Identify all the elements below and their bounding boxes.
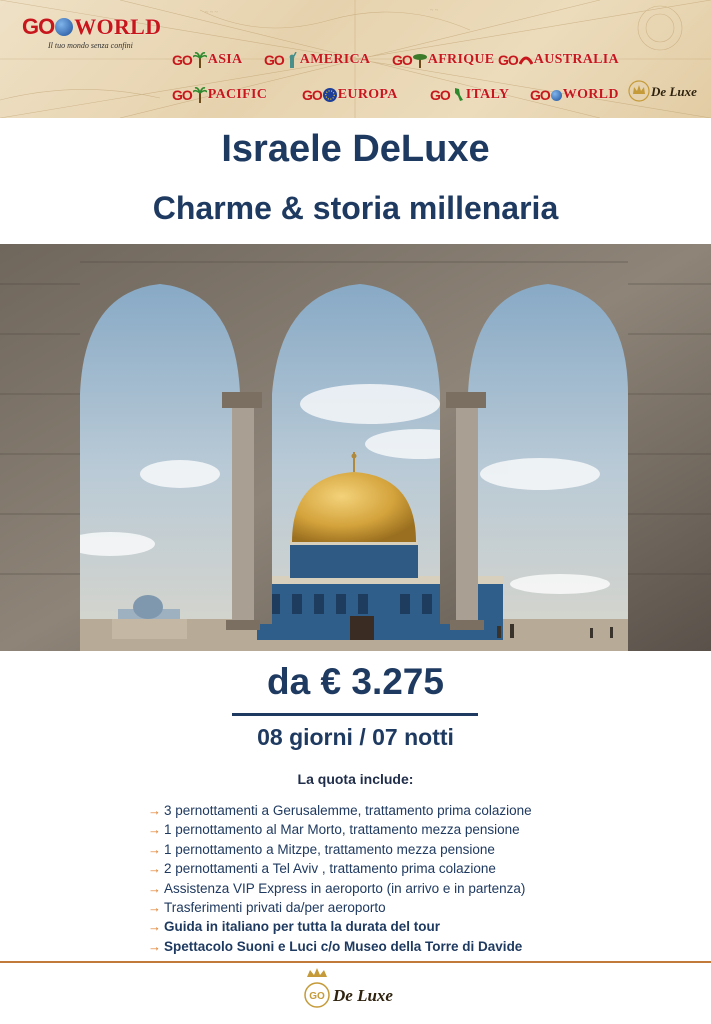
list-item-text: Assistenza VIP Express in aeroporto (in arrivo e in partenza) — [164, 880, 526, 896]
boomerang-icon — [519, 52, 533, 68]
palm-icon — [193, 52, 207, 68]
go-deluxe-footer-logo[interactable] — [303, 967, 415, 1017]
price: da € 3.275 — [267, 661, 444, 702]
arrow-right-icon: → — [148, 841, 161, 857]
list-item — [148, 898, 532, 917]
brand-name: AFRIQUE — [427, 52, 495, 67]
globe-icon — [55, 18, 73, 36]
goworld-main-logo[interactable] — [22, 14, 161, 40]
brand-name: WORLD — [562, 87, 619, 102]
includes-list — [148, 801, 532, 956]
palm-icon — [193, 87, 207, 103]
svg-text:~ ~: ~ ~ — [430, 8, 438, 14]
brand-go: GO — [172, 87, 192, 103]
list-item — [148, 879, 532, 898]
bottom-divider — [0, 961, 711, 963]
logo-go: GO — [22, 14, 55, 39]
arrow-right-icon: → — [148, 919, 161, 935]
brand-go: GO — [302, 87, 322, 103]
page-subtitle: Charme & storia millenaria — [152, 190, 559, 226]
list-item-text: 1 pernottamento a Mitzpe, trattamento mezza pensione — [164, 841, 495, 857]
brand-goasia[interactable] — [172, 52, 242, 68]
includes-heading: La quota include: — [297, 771, 414, 787]
arrow-right-icon: → — [148, 900, 161, 916]
brand-gopacific[interactable] — [172, 87, 267, 103]
arrow-right-icon: → — [148, 880, 161, 896]
list-item — [148, 840, 532, 859]
footer-deluxe: De Luxe — [333, 986, 393, 1005]
brand-name: EUROPA — [337, 87, 398, 102]
trip-duration: 08 giorni / 07 notti — [257, 724, 454, 750]
crown-icon — [628, 80, 650, 102]
brand-name: AMERICA — [299, 52, 371, 67]
list-item — [148, 917, 532, 936]
list-item-text: Trasferimenti privati da/per aeroporto — [164, 900, 386, 916]
brand-goaustralia[interactable] — [498, 52, 619, 68]
logo-brand: WORLD — [74, 14, 162, 39]
deluxe-logo-text[interactable] — [651, 84, 697, 100]
brand-goamerica[interactable] — [264, 52, 370, 68]
brand-goitaly[interactable] — [430, 87, 509, 103]
list-item-text: Spettacolo Suoni e Luci c/o Museo della Torre di Davide — [164, 938, 523, 954]
arrow-right-icon: → — [148, 822, 161, 838]
list-item — [148, 937, 532, 956]
list-item-text: Guida in italiano per tutta la durata del tour — [164, 919, 441, 935]
tree-icon — [413, 52, 427, 68]
brand-name: ASIA — [207, 52, 243, 67]
statue-icon — [285, 52, 299, 68]
arrow-right-icon: → — [148, 938, 161, 954]
brand-goeuropa[interactable] — [302, 87, 398, 103]
brand-go: GO — [530, 87, 550, 103]
eu-flag-icon — [323, 87, 337, 103]
brand-name: ITALY — [465, 87, 510, 102]
brand-go: GO — [430, 87, 450, 103]
list-item — [148, 820, 532, 839]
brand-goworld[interactable] — [530, 87, 619, 103]
arrow-right-icon: → — [148, 861, 161, 877]
brand-go: GO — [172, 52, 192, 68]
dome-of-the-rock-photo — [0, 244, 711, 651]
list-item — [148, 801, 532, 820]
arrow-right-icon: → — [148, 803, 161, 818]
brand-name: AUSTRALIA — [533, 52, 619, 67]
crown-icon — [307, 968, 327, 977]
italy-icon — [451, 87, 465, 103]
deluxe-name: De Luxe — [651, 84, 697, 99]
page-title: Israele DeLuxe — [221, 128, 490, 170]
list-item-text: 1 pernottamento al Mar Morto, trattamento mezza pensione — [164, 822, 520, 838]
list-item-text: 2 pernottamenti a Tel Aviv , trattamento prima colazione — [164, 861, 496, 877]
brand-go: GO — [264, 52, 284, 68]
svg-text:~ ~ ~: ~ ~ ~ — [205, 10, 218, 16]
brand-go: GO — [498, 52, 518, 68]
list-item — [148, 859, 532, 878]
footer-go: GO — [309, 991, 325, 1002]
header-banner — [0, 0, 711, 118]
logo-tagline: Il tuo mondo senza confini — [48, 41, 133, 50]
list-item-text: 3 pernottamenti a Gerusalemme, trattamento prima colazione — [164, 803, 532, 818]
globe-icon — [551, 90, 562, 101]
brand-go: GO — [392, 52, 412, 68]
brand-name: PACIFIC — [207, 87, 268, 102]
price-underline — [232, 713, 478, 716]
brand-goafrique[interactable] — [392, 52, 494, 68]
